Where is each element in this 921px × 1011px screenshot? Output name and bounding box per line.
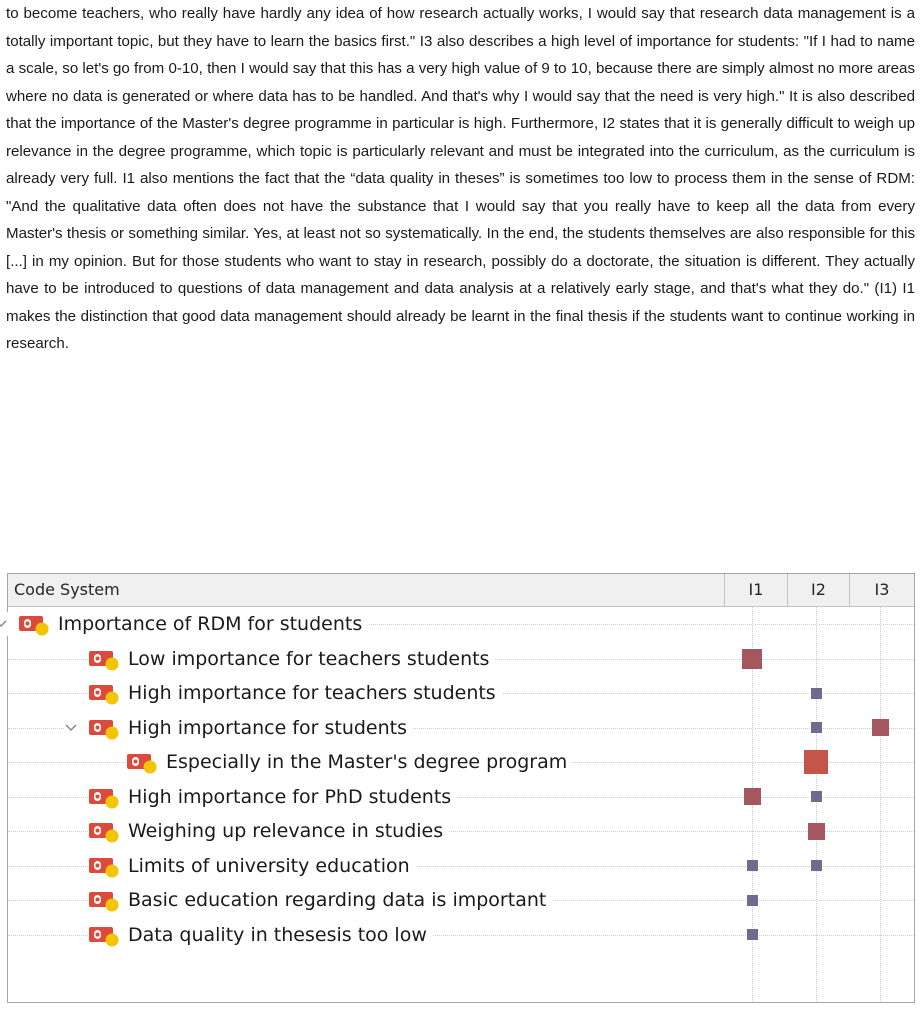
code-tag-icon (88, 647, 122, 671)
chevron-down-icon[interactable] (64, 721, 78, 735)
code-label: Data quality in thesesis too low (128, 923, 427, 946)
code-row-content (126, 750, 573, 774)
code-label: High importance for PhD students (128, 785, 452, 808)
code-row[interactable] (8, 883, 914, 917)
code-row[interactable] (8, 814, 914, 848)
code-row-content (64, 716, 413, 740)
coding-marker[interactable] (811, 688, 822, 699)
code-label: High importance for teachers students (128, 682, 496, 704)
column-header-i2[interactable]: I2 (787, 574, 849, 606)
coding-marker[interactable] (811, 791, 822, 802)
code-tag-icon (88, 854, 122, 878)
coding-marker[interactable] (872, 719, 889, 736)
code-row-content (88, 647, 495, 671)
code-row[interactable] (8, 918, 914, 952)
code-label: Weighing up relevance in studies (128, 820, 444, 842)
body-paragraph: to become teachers, who really have hardly any idea of how research actually works, I would say that research data management is a totally important topic, but they have to learn the basics first." I3 also describes a high level of importance for students: "If I had to name a scale, so let's go from 0-10, then I would say that this has a very high value of 9 to 10, because there are simply almost no more areas where no data is generated or where data has to be handled. And that's why I would say that the need is very high." It is also described that the importance of the Master's degree programme in particular is high. Furthermore, I2 states that it is generally difficult to weigh up relevance in the degree programme, which topic is particularly relevant and must be integrated into the curriculum, as the curriculum is already very full. I1 also mentions the fact that the “data quality in theses” is sometimes too low to process them in the sense of RDM: "And the qualitative data often does not have the substance that I would say that you really have to keep all the data from every Master's thesis or something similar. Yes, at least not so systematically. In the end, the students themselves are also responsible for this [...] in my opinion. But for those students who want to stay in research, possibly do a doctorate, the situation is different. They actually have to be introduced to questions of data management and data analysis at a relatively early stage, and that's what they do." (I1) I1 makes the distinction that good data management should already be learnt in the final thesis if the students want to continue working in research. (6, 5, 915, 352)
code-row[interactable] (8, 676, 914, 710)
coding-marker[interactable] (811, 722, 822, 733)
code-system-title: Code System (14, 580, 120, 599)
code-row-content (0, 612, 368, 636)
code-label: Basic education regarding data is important (128, 889, 547, 911)
code-row[interactable] (8, 642, 914, 676)
column-header-i3[interactable]: I3 (849, 574, 914, 606)
coding-marker[interactable] (804, 750, 828, 774)
code-tag-icon (88, 716, 122, 740)
code-row[interactable] (8, 711, 914, 745)
code-label: Limits of university education (128, 854, 410, 877)
code-row-content (88, 785, 457, 809)
coding-marker[interactable] (747, 860, 758, 871)
coding-marker[interactable] (747, 895, 758, 906)
coding-marker[interactable] (811, 860, 822, 871)
code-row-content (88, 888, 552, 912)
code-tag-icon (126, 750, 160, 774)
code-system-panel (7, 573, 915, 1003)
code-row[interactable] (8, 849, 914, 883)
code-tag-icon (88, 785, 122, 809)
code-system-header (8, 574, 914, 607)
column-header-i1[interactable]: I1 (724, 574, 787, 606)
code-label: Especially in the Master's degree program (166, 751, 568, 773)
code-tag-icon (88, 819, 122, 843)
code-tag-icon (88, 888, 122, 912)
code-row-content (88, 819, 449, 843)
code-row-content (88, 681, 502, 705)
code-label: High importance for students (128, 716, 407, 739)
code-tag-icon (88, 681, 122, 705)
code-row-content (88, 923, 433, 947)
code-label: Importance of RDM for students (58, 613, 363, 635)
code-row[interactable] (8, 607, 914, 641)
code-row[interactable] (8, 780, 914, 814)
coding-marker[interactable] (808, 823, 825, 840)
coding-marker[interactable] (742, 649, 762, 669)
coding-marker[interactable] (747, 929, 758, 940)
code-row-content (88, 854, 416, 878)
code-tag-icon (18, 612, 52, 636)
code-row[interactable] (8, 745, 914, 779)
code-tag-icon (88, 923, 122, 947)
chevron-down-icon[interactable] (0, 617, 8, 631)
code-label: Low importance for teachers students (128, 647, 490, 670)
coding-marker[interactable] (744, 788, 761, 805)
